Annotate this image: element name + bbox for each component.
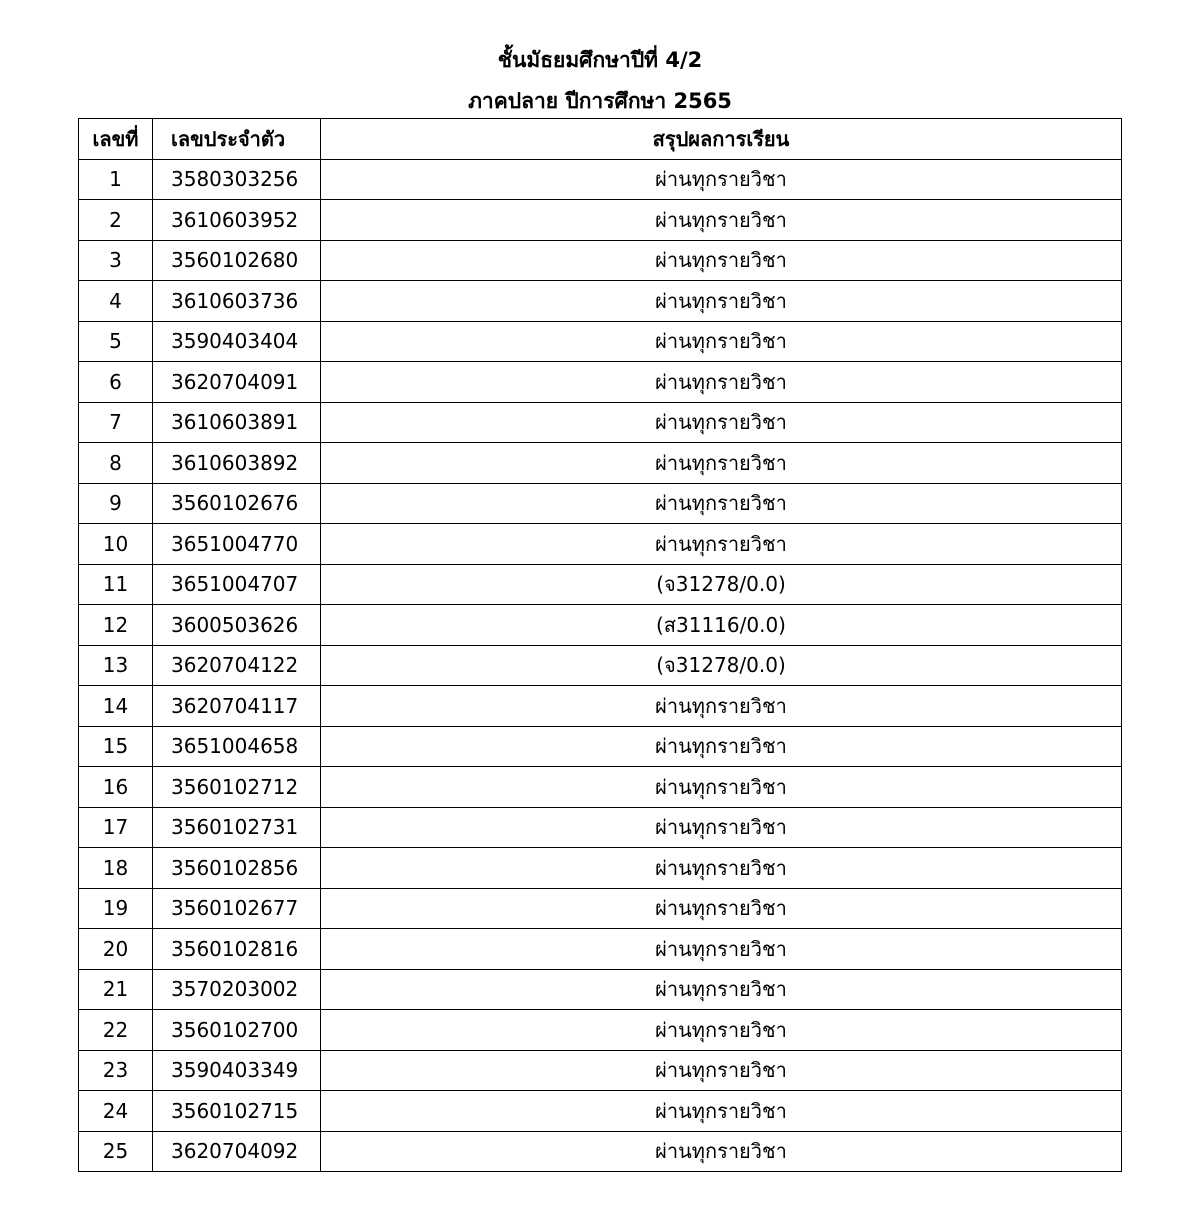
row-number: 7: [79, 402, 153, 443]
row-result: ผ่านทุกรายวิชา: [321, 321, 1122, 362]
row-number: 25: [79, 1131, 153, 1172]
row-number: 24: [79, 1091, 153, 1132]
row-number: 16: [79, 767, 153, 808]
row-result: ผ่านทุกรายวิชา: [321, 848, 1122, 889]
results-table: [78, 118, 1122, 1172]
row-result: ผ่านทุกรายวิชา: [321, 483, 1122, 524]
row-number: 9: [79, 483, 153, 524]
row-result: ผ่านทุกรายวิชา: [321, 443, 1122, 484]
row-number: 4: [79, 281, 153, 322]
row-number: 11: [79, 564, 153, 605]
row-result: (ส31116/0.0): [321, 605, 1122, 646]
table-row: [79, 767, 1122, 808]
row-result: ผ่านทุกรายวิชา: [321, 200, 1122, 241]
row-student-id: 3560102731: [153, 807, 321, 848]
row-number: 14: [79, 686, 153, 727]
row-number: 23: [79, 1050, 153, 1091]
table-row: [79, 929, 1122, 970]
header-number: เลขที่: [79, 119, 153, 160]
row-result: ผ่านทุกรายวิชา: [321, 726, 1122, 767]
row-result: ผ่านทุกรายวิชา: [321, 929, 1122, 970]
row-student-id: 3651004707: [153, 564, 321, 605]
row-student-id: 3651004770: [153, 524, 321, 565]
table-row: [79, 524, 1122, 565]
table-row: [79, 848, 1122, 889]
table-row: [79, 240, 1122, 281]
row-result: ผ่านทุกรายวิชา: [321, 402, 1122, 443]
table-row: [79, 1091, 1122, 1132]
row-result: ผ่านทุกรายวิชา: [321, 1010, 1122, 1051]
table-row: [79, 605, 1122, 646]
row-result: ผ่านทุกรายวิชา: [321, 767, 1122, 808]
row-number: 12: [79, 605, 153, 646]
table-row: [79, 443, 1122, 484]
table-body: [79, 159, 1122, 1172]
row-student-id: 3560102816: [153, 929, 321, 970]
row-student-id: 3570203002: [153, 969, 321, 1010]
table-row: [79, 888, 1122, 929]
table-row: [79, 159, 1122, 200]
row-result: (จ31278/0.0): [321, 564, 1122, 605]
table-row: [79, 200, 1122, 241]
document-subtitle: ภาคปลาย ปีการศึกษา 2565: [468, 89, 732, 113]
row-number: 5: [79, 321, 153, 362]
row-result: ผ่านทุกรายวิชา: [321, 888, 1122, 929]
row-student-id: 3560102715: [153, 1091, 321, 1132]
row-student-id: 3620704091: [153, 362, 321, 403]
row-student-id: 3560102856: [153, 848, 321, 889]
row-student-id: 3580303256: [153, 159, 321, 200]
row-result: ผ่านทุกรายวิชา: [321, 686, 1122, 727]
table-row: [79, 362, 1122, 403]
row-student-id: 3560102712: [153, 767, 321, 808]
row-number: 2: [79, 200, 153, 241]
row-number: 22: [79, 1010, 153, 1051]
table-row: [79, 726, 1122, 767]
row-number: 8: [79, 443, 153, 484]
row-student-id: 3560102677: [153, 888, 321, 929]
table-header-row: [79, 119, 1122, 160]
row-result: ผ่านทุกรายวิชา: [321, 159, 1122, 200]
table-row: [79, 1131, 1122, 1172]
table-row: [79, 483, 1122, 524]
row-student-id: 3560102680: [153, 240, 321, 281]
row-result: ผ่านทุกรายวิชา: [321, 969, 1122, 1010]
row-number: 17: [79, 807, 153, 848]
row-number: 13: [79, 645, 153, 686]
row-number: 15: [79, 726, 153, 767]
row-number: 19: [79, 888, 153, 929]
table-row: [79, 645, 1122, 686]
row-number: 18: [79, 848, 153, 889]
table-row: [79, 686, 1122, 727]
row-student-id: 3620704122: [153, 645, 321, 686]
table-row: [79, 564, 1122, 605]
row-student-id: 3610603952: [153, 200, 321, 241]
row-result: ผ่านทุกรายวิชา: [321, 1091, 1122, 1132]
row-result: ผ่านทุกรายวิชา: [321, 281, 1122, 322]
row-result: ผ่านทุกรายวิชา: [321, 807, 1122, 848]
row-number: 20: [79, 929, 153, 970]
row-student-id: 3620704092: [153, 1131, 321, 1172]
row-student-id: 3590403349: [153, 1050, 321, 1091]
row-number: 1: [79, 159, 153, 200]
table-row: [79, 321, 1122, 362]
table-row: [79, 969, 1122, 1010]
row-number: 3: [79, 240, 153, 281]
row-number: 21: [79, 969, 153, 1010]
row-result: ผ่านทุกรายวิชา: [321, 240, 1122, 281]
row-student-id: 3590403404: [153, 321, 321, 362]
row-result: ผ่านทุกรายวิชา: [321, 362, 1122, 403]
row-student-id: 3560102700: [153, 1010, 321, 1051]
table-row: [79, 402, 1122, 443]
table-row: [79, 1010, 1122, 1051]
row-student-id: 3651004658: [153, 726, 321, 767]
table-row: [79, 807, 1122, 848]
row-student-id: 3600503626: [153, 605, 321, 646]
row-student-id: 3610603891: [153, 402, 321, 443]
header-student-id: เลขประจำตัว: [153, 119, 321, 160]
row-number: 6: [79, 362, 153, 403]
table-row: [79, 1050, 1122, 1091]
header-result: สรุปผลการเรียน: [321, 119, 1122, 160]
document-title: ชั้นมัธยมศึกษาปีที่ 4/2: [497, 48, 703, 72]
row-student-id: 3610603736: [153, 281, 321, 322]
table-row: [79, 281, 1122, 322]
row-result: ผ่านทุกรายวิชา: [321, 524, 1122, 565]
row-result: (จ31278/0.0): [321, 645, 1122, 686]
row-number: 10: [79, 524, 153, 565]
row-student-id: 3610603892: [153, 443, 321, 484]
row-student-id: 3620704117: [153, 686, 321, 727]
row-result: ผ่านทุกรายวิชา: [321, 1050, 1122, 1091]
row-result: ผ่านทุกรายวิชา: [321, 1131, 1122, 1172]
row-student-id: 3560102676: [153, 483, 321, 524]
